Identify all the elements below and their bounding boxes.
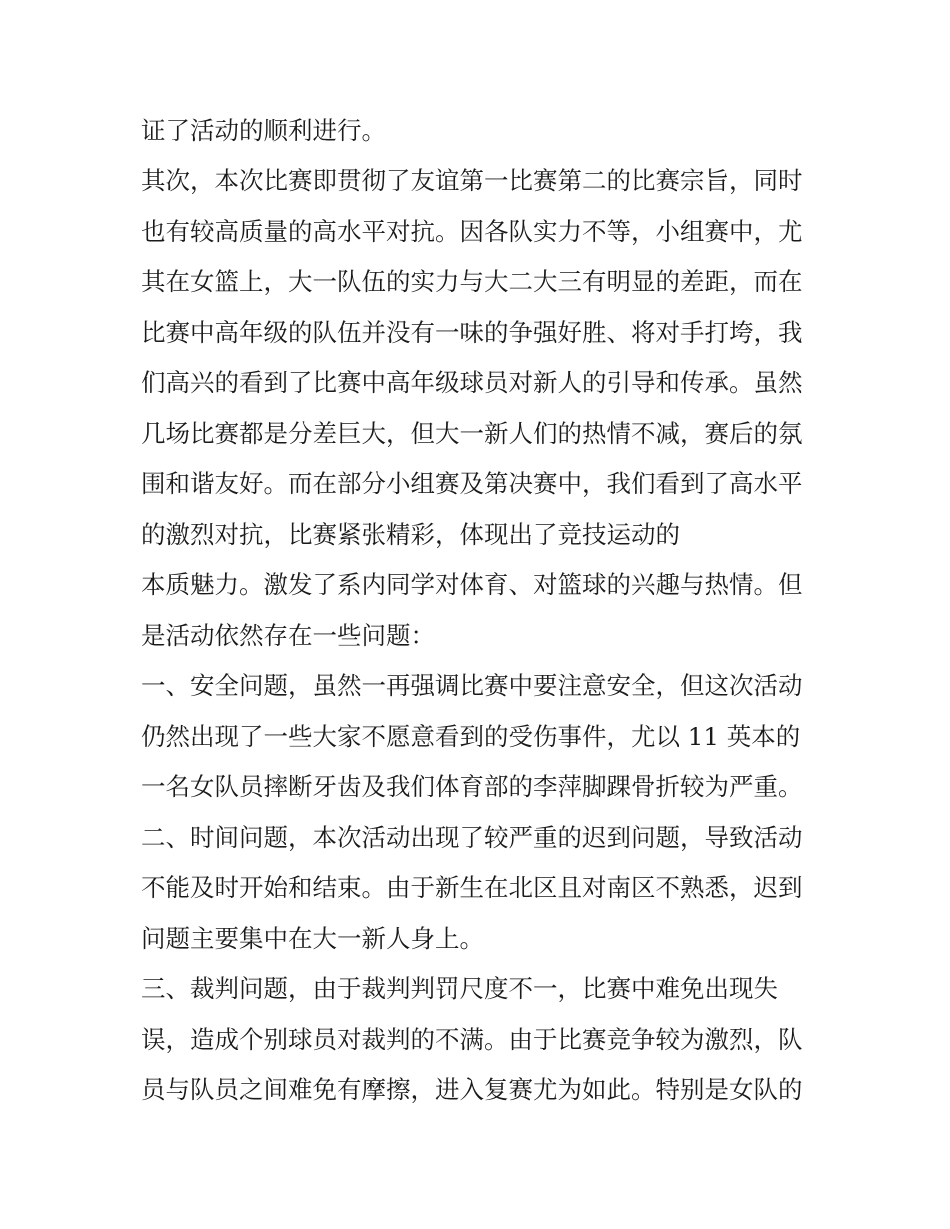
text-line: 员与队员之间难免有摩擦，进入复赛尤为如此。特别是女队的 (141, 1075, 803, 1104)
text-line: 其次，本次比赛即贯彻了友谊第一比赛第二的比赛宗旨，同时 (141, 166, 803, 195)
text-line: 的激烈对抗，比赛紧张精彩，体现出了竞技运动的 (141, 520, 680, 549)
text-line: 问题主要集中在大一新人身上。 (141, 924, 484, 953)
text-line: 围和谐友好。而在部分小组赛及第决赛中，我们看到了高水平 (141, 469, 803, 498)
text-line: 其在女篮上，大一队伍的实力与大二大三有明显的差距，而在 (141, 267, 803, 296)
text-line: 一、安全问题，虽然一再强调比赛中要注意安全，但这次活动 (141, 671, 803, 700)
text-line: 几场比赛都是分差巨大，但大一新人们的热情不减，赛后的氛 (141, 419, 803, 448)
text-line: 一名女队员摔断牙齿及我们体育部的李萍脚踝骨折较为严重。 (141, 772, 803, 801)
text-line: 也有较高质量的高水平对抗。因各队实力不等，小组赛中，尤 (141, 217, 803, 246)
text-line: 比赛中高年级的队伍并没有一味的争强好胜、将对手打垮，我 (141, 318, 803, 347)
text-line: 是活动依然存在一些问题： (141, 621, 435, 650)
text-line: 本质魅力。激发了系内同学对体育、对篮球的兴趣与热情。但 (141, 570, 803, 599)
text-line: 证了活动的顺利进行。 (141, 116, 386, 145)
text-line: 们高兴的看到了比赛中高年级球员对新人的引导和传承。虽然 (141, 368, 803, 397)
text-line: 二、时间问题，本次活动出现了较严重的迟到问题，导致活动 (141, 823, 803, 852)
text-line: 不能及时开始和结束。由于新生在北区且对南区不熟悉，迟到 (141, 873, 803, 902)
text-line: 仍然出现了一些大家不愿意看到的受伤事件，尤以 11 英本的 (141, 722, 801, 751)
text-line: 误，造成个别球员对裁判的不满。由于比赛竞争较为激烈，队 (141, 1025, 803, 1054)
text-line: 三、裁判问题，由于裁判判罚尺度不一，比赛中难免出现失 (141, 974, 778, 1003)
